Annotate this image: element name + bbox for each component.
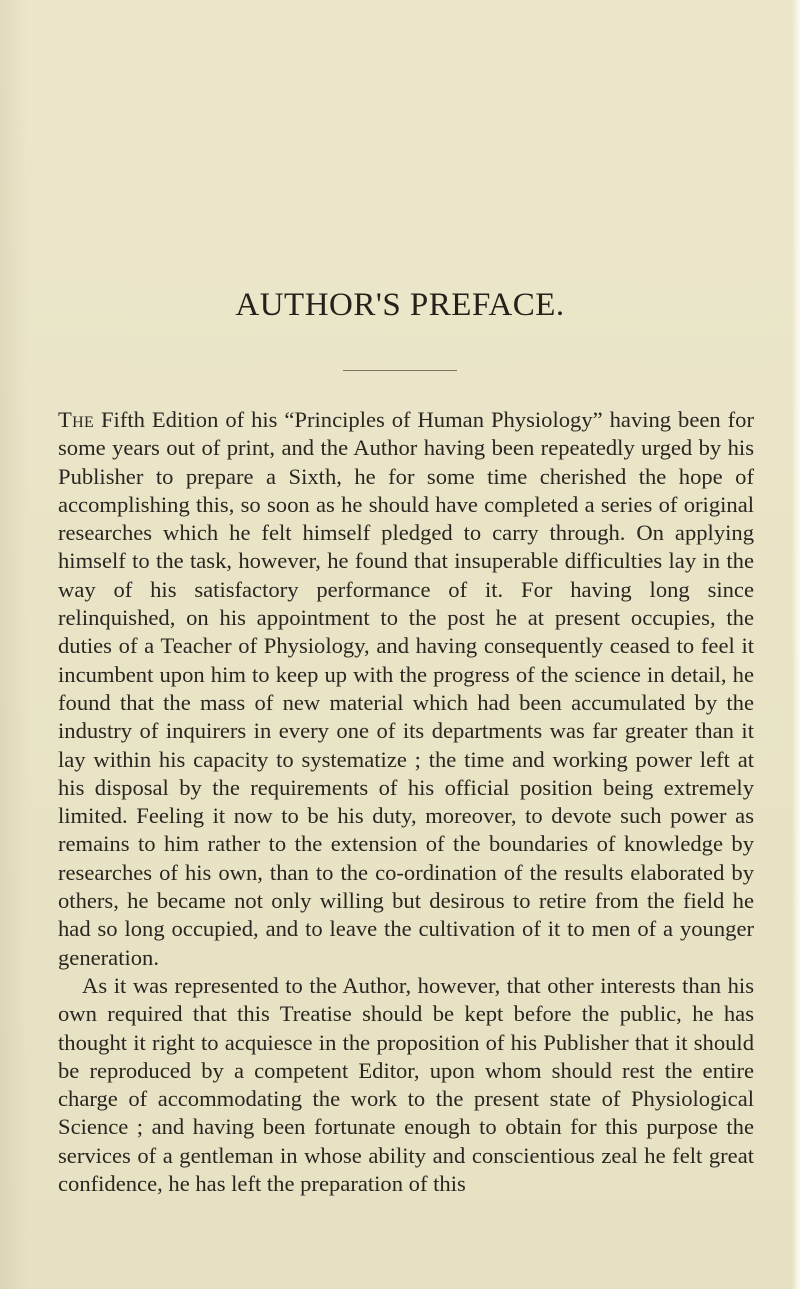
page-edge bbox=[792, 0, 800, 1289]
paragraph-2: As it was represented to the Author, however, that other interests than his own required that this Treatise should be kept before the public, he has thought it right to acquiesce in the proposition of his Publisher that it should be reproduced by a competent Editor, upon whom should rest the entire charge of accommodating the work to the present state of Physiological Science ; and having been fortunate enough to obtain for this purpose the services of a gentleman in whose ability and conscientious zeal he felt great confidence, he has left the preparation of this bbox=[58, 972, 754, 1197]
preface-body bbox=[58, 406, 754, 1198]
paragraph-1 bbox=[58, 406, 754, 972]
title-divider bbox=[343, 370, 457, 371]
page-title: AUTHOR'S PREFACE. bbox=[235, 287, 565, 323]
paragraph-1-text: Fifth Edition of his “Principles of Human Physiology” having been for some years out of print, and the Author having been repeatedly urged by his Publisher to prepare a Sixth, he for some time cherished the hope of accomplishing this, so soon as he should have completed a series of original researches which he felt himself pledged to carry through. On applying himself to the task, however, he found that insuperable difficulties lay in the way of his satisfactory performance of it. For having long since relinquished, on his appointment to the post he at present occupies, the duties of a Teacher of Physiology, and having consequently ceased to feel it incumbent upon him to keep up with the progress of the science in detail, he found that the mass of new material which had been accumulated by the industry of inquirers in every one of its departments was far greater than it lay within his capacity to systematize ; the time and working power left at his disposal by the requirements of his official position being extremely limited. Feeling it now to be his duty, moreover, to devote such power as remains to him rather to the extension of the boundaries of knowledge by researches of his own, than to the co-ordination of the results elaborated by others, he became not only willing but desirous to retire from the field he had so long occupied, and to leave the cultivation of it to men of a younger generation. bbox=[58, 407, 754, 970]
paragraph-1-lead: The bbox=[58, 407, 95, 432]
